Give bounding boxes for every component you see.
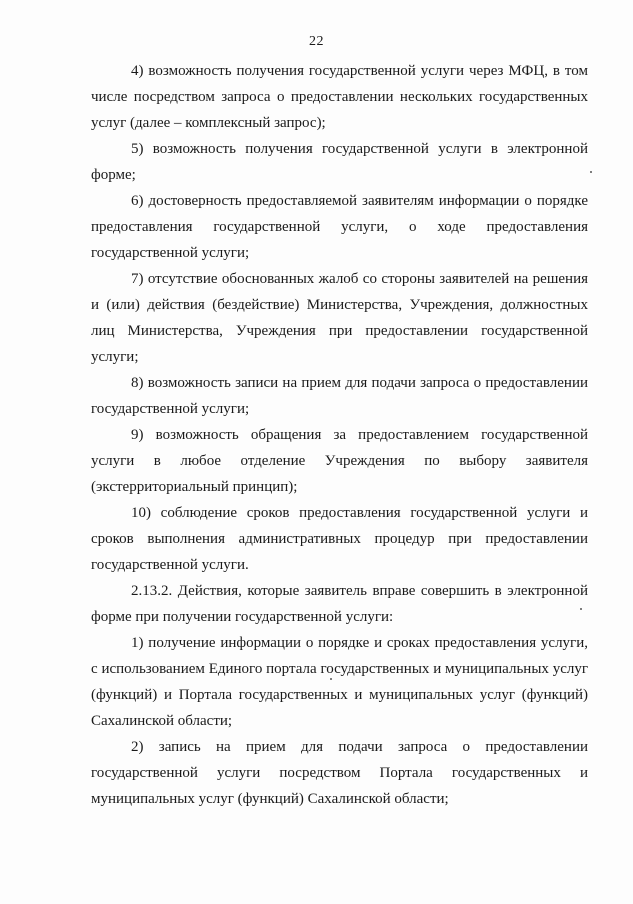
paragraph-item-9: 9) возможность обращения за предоставлением государственной услуги в любое отделение Учреждения по выбору заявителя (экстерриториальный принцип); — [91, 427, 588, 495]
paragraph-item-5: 5) возможность получения государственной услуги в электронной форме; — [91, 141, 588, 183]
paragraph-subitem-2: 2) запись на прием для подачи запроса о предоставлении государственной услуги посредством Портала государственных и муниципальных услуг (функций) Сахалинской области; — [91, 739, 588, 807]
document-body — [91, 58, 588, 812]
paragraph-item-4: 4) возможность получения государственной услуги через МФЦ, в том числе посредством запроса о предоставлении нескольких государственных услуг (далее – комплексный запрос); — [91, 63, 588, 131]
paragraph-item-10: 10) соблюдение сроков предоставления государственной услуги и сроков выполнения административных процедур при предоставлении государственной услуги. — [91, 505, 588, 573]
paragraph-subitem-1: 1) получение информации о порядке и сроках предоставления услуги, с использованием Единого портала государственных и муниципальных услуг (функций) и Портала государственных и муниципальных услуг (функций) Сахалинской области; — [91, 635, 588, 729]
scan-speck — [590, 171, 592, 173]
paragraph-item-6: 6) достоверность предоставляемой заявителям информации о порядке предоставления государственной услуги, о ходе предоставления государственной услуги; — [91, 193, 588, 261]
page-number: 22 — [309, 34, 324, 49]
scan-speck — [330, 678, 332, 680]
scan-speck — [580, 608, 582, 610]
section-2-13-2-heading: 2.13.2. Действия, которые заявитель вправе совершить в электронной форме при получении государственной услуги: — [91, 583, 588, 625]
paragraph-item-7: 7) отсутствие обоснованных жалоб со стороны заявителей на решения и (или) действия (бездействие) Министерства, Учреждения, должностных лиц Министерства, Учреждения при предоставлении государственной услуги; — [91, 271, 588, 365]
paragraph-item-8: 8) возможность записи на прием для подачи запроса о предоставлении государственной услуги; — [91, 375, 588, 417]
